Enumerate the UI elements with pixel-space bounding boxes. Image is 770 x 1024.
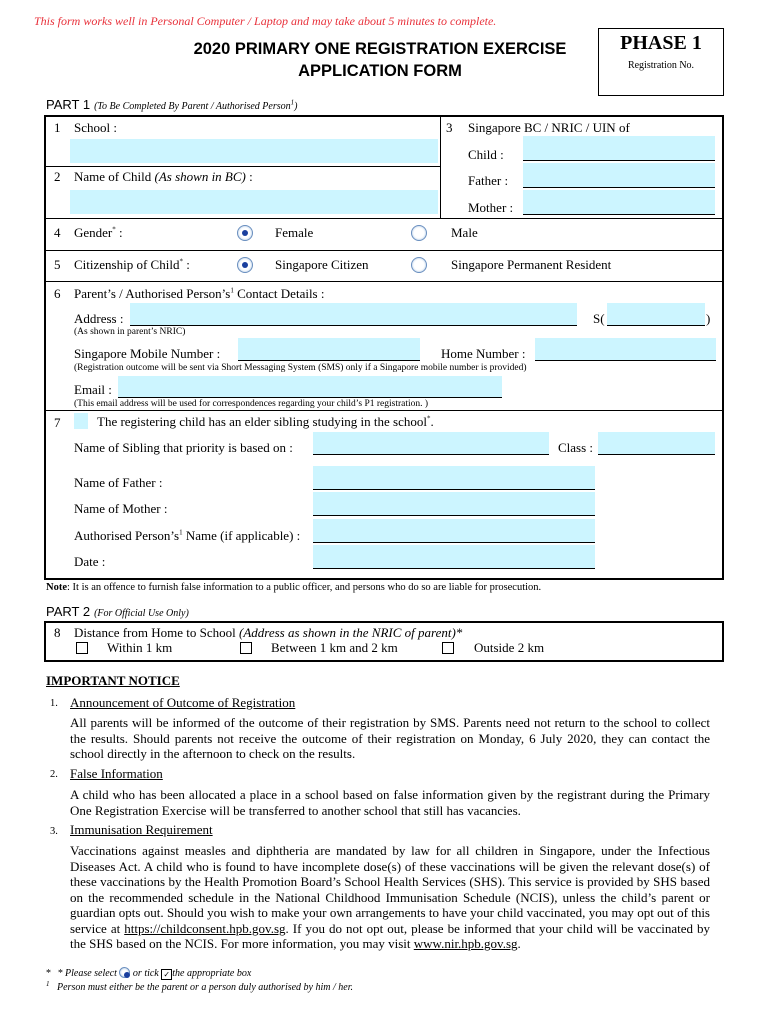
gender-female-radio[interactable] xyxy=(237,225,253,241)
q5-number: 5 xyxy=(54,257,61,272)
father-name-label: Name of Father : xyxy=(74,475,163,490)
within-1km-label: Within 1 km xyxy=(107,640,173,655)
authorised-name-label: Authorised $Person’s^1$ Name (if applicable) : xyxy=(74,528,301,543)
phase-label: PHASE 1 xyxy=(620,32,702,54)
part1-heading: PART 1 (To Be Completed By Parent / Authorised Person$^1$) xyxy=(46,97,298,112)
class-input[interactable] xyxy=(598,432,715,454)
offence-note: Note: It is an offence to furnish false information to a public officer, and persons who do so are liable for prosecution. xyxy=(46,582,542,593)
title-line-1: 2020 PRIMARY ONE REGISTRATION EXERCISE xyxy=(193,40,567,58)
outside-2km-checkbox[interactable] xyxy=(442,642,454,654)
q2-number: 2 xyxy=(54,169,61,184)
sibling-checkbox[interactable] xyxy=(74,413,88,429)
gender-female-label: Female xyxy=(275,225,314,240)
notice-2-body: A child who has been allocated a place in a school based on false information given by the registrant during the Primary One Registration Exercise will be transferred to another school that still has vacancies. xyxy=(70,787,710,818)
gender-male-label: Male xyxy=(451,225,478,240)
between-1-2km-label: Between 1 km and 2 km xyxy=(271,640,398,655)
notice-2-number: 2. xyxy=(50,769,58,780)
postal-suffix: ) xyxy=(706,311,711,326)
footnote-2: $^1$ Person must either be the parent or a person duly authorised by him / her. xyxy=(46,980,353,994)
distance-label: Distance from Home to School (Address as shown in the NRIC of parent)* xyxy=(74,625,463,640)
home-number-input[interactable] xyxy=(535,338,716,360)
important-notice-heading: IMPORTANT NOTICE xyxy=(46,673,180,688)
q1-number: 1 xyxy=(54,120,61,135)
registration-no-label: Registration No. xyxy=(627,60,695,71)
authorised-name-input[interactable] xyxy=(313,519,595,542)
father-id-input[interactable] xyxy=(523,163,715,187)
postal-code-input[interactable] xyxy=(607,303,705,325)
within-1km-checkbox[interactable] xyxy=(76,642,88,654)
mobile-input[interactable] xyxy=(238,338,420,360)
email-hint: (This email address will be used for correspondences regarding your child’s P1 registration. ) xyxy=(74,399,429,409)
mother-name-input[interactable] xyxy=(313,492,595,515)
notice-2-title: False Information xyxy=(70,766,163,781)
child-name-input[interactable] xyxy=(70,190,438,214)
notice-3-title: Immunisation Requirement xyxy=(70,822,213,837)
contact-details-label: Parent’s / Authorised $Person’s^1$ Contact Details : xyxy=(74,286,325,301)
form-title xyxy=(160,38,600,82)
mother-id-label: Mother : xyxy=(468,200,514,215)
part2-title: PART 2 xyxy=(46,604,91,619)
part1-note: (To Be Completed By Parent / Authorised Person xyxy=(94,101,291,112)
mobile-label: Singapore Mobile Number : xyxy=(74,346,221,361)
citizenship-label: Citizenship of Child* : xyxy=(74,257,190,272)
address-input[interactable] xyxy=(130,303,577,325)
child-name-label: Name of Child (As shown in BC) : xyxy=(74,169,253,184)
q4-number: 4 xyxy=(54,225,61,240)
gender-label: Gender* : xyxy=(74,225,123,240)
father-name-input[interactable] xyxy=(313,466,595,489)
id-label: Singapore BC / NRIC / UIN of xyxy=(468,120,630,135)
email-label: Email : xyxy=(74,382,112,397)
sibling-name-input[interactable] xyxy=(313,432,549,454)
part2-heading xyxy=(46,603,189,621)
notice-1-title: Announcement of Outcome of Registration xyxy=(70,695,296,710)
school-input[interactable] xyxy=(70,139,438,163)
form-banner: This form works well in Personal Computer / Laptop and may take about 5 minutes to complete. xyxy=(34,14,497,28)
sibling-name-label: Name of Sibling that priority is based on : xyxy=(74,440,293,455)
citizen-label: Singapore Citizen xyxy=(275,257,369,272)
mobile-hint: (Registration outcome will be sent via Short Messaging System (SMS) only if a Singapore mobile number is provided) xyxy=(74,363,527,373)
child-id-input[interactable] xyxy=(523,136,715,160)
q3-number: 3 xyxy=(446,120,453,135)
mother-id-input[interactable] xyxy=(523,190,715,214)
pr-label: Singapore Permanent Resident xyxy=(451,257,612,272)
citizen-radio[interactable] xyxy=(237,257,253,273)
outside-2km-label: Outside 2 km xyxy=(474,640,545,655)
pr-radio[interactable] xyxy=(411,257,427,273)
father-id-label: Father : xyxy=(468,173,509,188)
school-label: School : xyxy=(74,120,117,135)
address-hint: (As shown in parent’s NRIC) xyxy=(74,327,186,337)
radio-example-icon xyxy=(119,967,130,978)
postal-prefix: S( xyxy=(593,311,605,326)
q6-number: 6 xyxy=(54,286,61,301)
phase-box xyxy=(598,28,724,96)
notice-1-body: All parents will be informed of the outcome of their registration by SMS. Parents need not return to the school to collect the results. Should parents not receive the outcome of their registration on Monday, 6 July 2020, they can contact the school directly in the afternoon to check on the results. xyxy=(70,715,710,761)
checkbox-example-icon: ✓ xyxy=(161,969,172,980)
gender-male-radio[interactable] xyxy=(411,225,427,241)
class-label: Class : xyxy=(558,440,594,455)
part1-title: PART 1 xyxy=(46,97,91,112)
notice-3-body: Vaccinations against measles and diphtheria are mandated by law for all children in Singapore, under the Infectious Diseases Act. A child who is found to have incomplete dose(s) of these vaccinations will be given the relevant dose(s) of these vaccinations by the Health Promotion Board’s School Health Services (SHS). This service is provided by SHS based on the recommended schedule in the National Childhood Immunisation Schedule (NCIS), unless the child’s parent or guardian opts out. Should you wish to make your own arrangements to have your child vaccinated, you may opt out of this service at https://childconsent.hpb.gov.sg. If you do not opt out, please be informed that your child will be vaccinated by the SHS based on the NCIS. For more information, you may visit www.nir.hpb.gov.sg. xyxy=(70,843,710,951)
date-label: Date : xyxy=(74,554,106,569)
notice-1-number: 1. xyxy=(50,698,58,709)
q7-number: 7 xyxy=(54,415,61,430)
date-input[interactable] xyxy=(313,545,595,568)
mother-name-label: Name of Mother : xyxy=(74,501,168,516)
child-id-label: Child : xyxy=(468,147,504,162)
home-number-label: Home Number : xyxy=(441,346,526,361)
between-1-2km-checkbox[interactable] xyxy=(240,642,252,654)
footnote-1: * * Please select or tick ✓ the appropriate box xyxy=(46,968,252,979)
childconsent-link[interactable]: https://childconsent.hpb.gov.sg xyxy=(124,920,286,936)
address-label: Address : xyxy=(74,311,124,326)
q8-number: 8 xyxy=(54,625,61,640)
sibling-statement: The registering child has an elder sibling studying in the school*. xyxy=(97,414,434,429)
part2-note: (For Official Use Only) xyxy=(94,608,189,619)
nir-link[interactable]: www.nir.hpb.gov.sg xyxy=(413,936,518,951)
notice-3-number: 3. xyxy=(50,826,58,837)
email-input[interactable] xyxy=(118,376,502,397)
title-line-2: APPLICATION FORM xyxy=(298,62,462,80)
